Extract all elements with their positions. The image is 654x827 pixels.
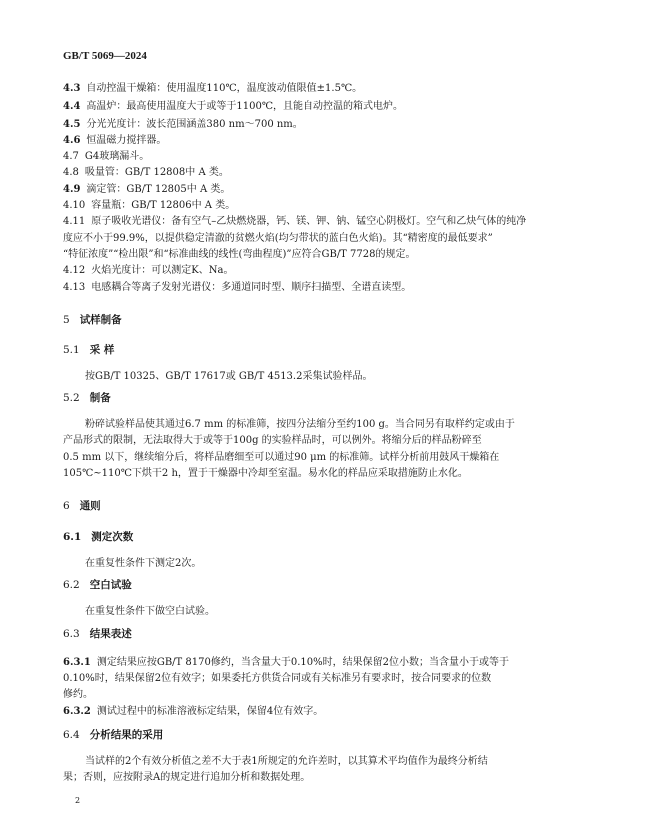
clause-number: 4.3 [63,83,81,94]
clause-4-6 [63,134,593,147]
clause-6-3-2 [63,705,593,718]
clause-text: 容量瓶：GB/T 12806中 A 类。 [91,200,236,211]
clause-number: 4.6 [63,135,81,146]
clause-6-3-1 [63,656,593,669]
clause-number: 4.8 [63,167,79,178]
clause-4-12 [63,264,593,277]
clause-4-10 [63,199,593,212]
clause-number: 4.13 [63,282,86,293]
clause-4-11-cont: “特征浓度”“检出限”和“标准曲线的线性(弯曲程度)”应符合GB/T 7728的规定。 [63,249,416,260]
clause-4-3 [63,82,593,95]
clause-4-9 [63,183,593,196]
clause-4-4 [63,100,593,113]
section-number: 6.4 [63,729,80,741]
section-5-2-line: 粉碎试验样品使其通过6.7 mm 的标准筛，按四分法缩分至约100 g。当合同另有取样约定或由于 [85,419,515,430]
document-header: GB/T 5069—2024 [63,50,147,62]
section-6-3-heading [63,628,593,641]
section-number: 6 [63,500,70,512]
clause-text: 测定结果应按GB/T 8170修约，当含量大于0.10%时，结果保留2位小数；当含量小于或等于 [96,657,509,668]
section-6-2-heading [63,579,593,592]
section-title: 制备 [89,392,111,404]
section-5-2-line: 产品形式的限制，无法取得大于或等于100g 的实验样品时，可以例外。将缩分后的样品粉碎至 [63,435,482,446]
clause-number: 4.11 [63,216,86,227]
section-5-1-heading [63,344,593,357]
clause-number: 4.7 [63,151,79,162]
clause-number: 4.10 [63,200,86,211]
section-number: 5.2 [63,392,80,404]
section-number: 5.1 [63,344,80,356]
section-number: 6.1 [63,531,82,543]
section-5-2-line: 105℃~110℃下烘干2 h，置于干燥器中冷却至室温。易水化的样品应采取措施防止水化。 [63,468,468,479]
clause-number: 4.12 [63,265,86,276]
clause-text: 恒温磁力搅拌器。 [86,135,167,146]
clause-4-5 [63,118,593,131]
clause-number: 6.3.2 [63,706,91,717]
section-number: 6.2 [63,579,80,591]
clause-4-13 [63,281,593,294]
section-title: 分析结果的采用 [89,729,164,741]
clause-text: 分光光度计：波长范围涵盖380 nm～700 nm。 [86,119,303,130]
clause-number: 6.3.1 [63,657,91,668]
section-6-heading [63,500,593,513]
clause-text: 吸量管：GB/T 12808中 A 类。 [84,167,229,178]
section-title: 空白试验 [89,579,132,591]
section-6-4-line: 果；否则，应按附录A的规定进行追加分析和数据处理。 [63,772,311,783]
section-title: 试样制备 [79,314,122,326]
section-6-4-line: 当试样的2个有效分析值之差不大于表1所规定的允许差时，以其算术平均值作为最终分析结 [85,756,488,767]
clause-text: 自动控温干燥箱：使用温度110℃，温度波动值限值±1.5℃。 [86,83,363,94]
clause-text: 原子吸收光谱仪：备有空气–乙炔燃烧器，钙、镁、钾、钠、锰空心阴极灯。空气和乙炔气体的纯净 [91,216,527,227]
clause-text: 电感耦合等离子发射光谱仪：多通道同时型、顺序扫描型、全谱直读型。 [91,282,412,293]
clause-4-11 [63,215,593,228]
clause-6-3-1-cont: 修约。 [63,689,93,700]
section-number: 5 [63,314,70,326]
section-6-2-text: 在重复性条件下做空白试验。 [85,606,215,617]
clause-number: 4.4 [63,101,81,112]
clause-text: 测试过程中的标准溶液标定结果，保留4位有效字。 [96,706,324,717]
section-number: 6.3 [63,628,80,640]
clause-4-11-cont: 度应不小于99.9%，以提供稳定清澈的贫燃火焰(均匀带状的蓝白色火焰)。其“精密度的最低要求” [63,233,493,244]
clause-text: 火焰光度计：可以测定K、Na。 [91,265,234,276]
clause-text: 高温炉：最高使用温度大于或等于1100℃，且能自动控温的箱式电炉。 [86,101,404,112]
section-title: 通则 [79,500,101,512]
section-6-1-heading [63,531,593,544]
section-6-1-text: 在重复性条件下测定2次。 [85,558,202,569]
clause-4-8 [63,166,593,179]
section-5-2-heading [63,392,593,405]
section-title: 测定次数 [91,531,134,543]
section-5-1-text: 按GB/T 10325、GB/T 17617或 GB/T 4513.2采集试验样品。 [85,371,373,382]
clause-text: 滴定管：GB/T 12805中 A 类。 [86,184,231,195]
clause-6-3-1-cont: 0.10%时，结果保留2位有效字；如果委托方供货合同或有关标准另有要求时，按合同要求的位数 [63,673,492,684]
section-5-heading [63,314,593,327]
section-6-4-heading [63,729,593,742]
section-title: 结果表述 [89,628,132,640]
clause-number: 4.5 [63,119,81,130]
clause-number: 4.9 [63,184,81,195]
clause-text: G4玻璃漏斗。 [84,151,150,162]
section-5-2-line: 0.5 mm 以下，继续缩分后，将样品磨细至可以通过90 μm 的标准筛。试样分析前用鼓风干燥箱在 [63,452,500,463]
clause-4-7 [63,150,593,163]
section-title: 采 样 [89,344,115,356]
page-number: 2 [75,796,81,805]
